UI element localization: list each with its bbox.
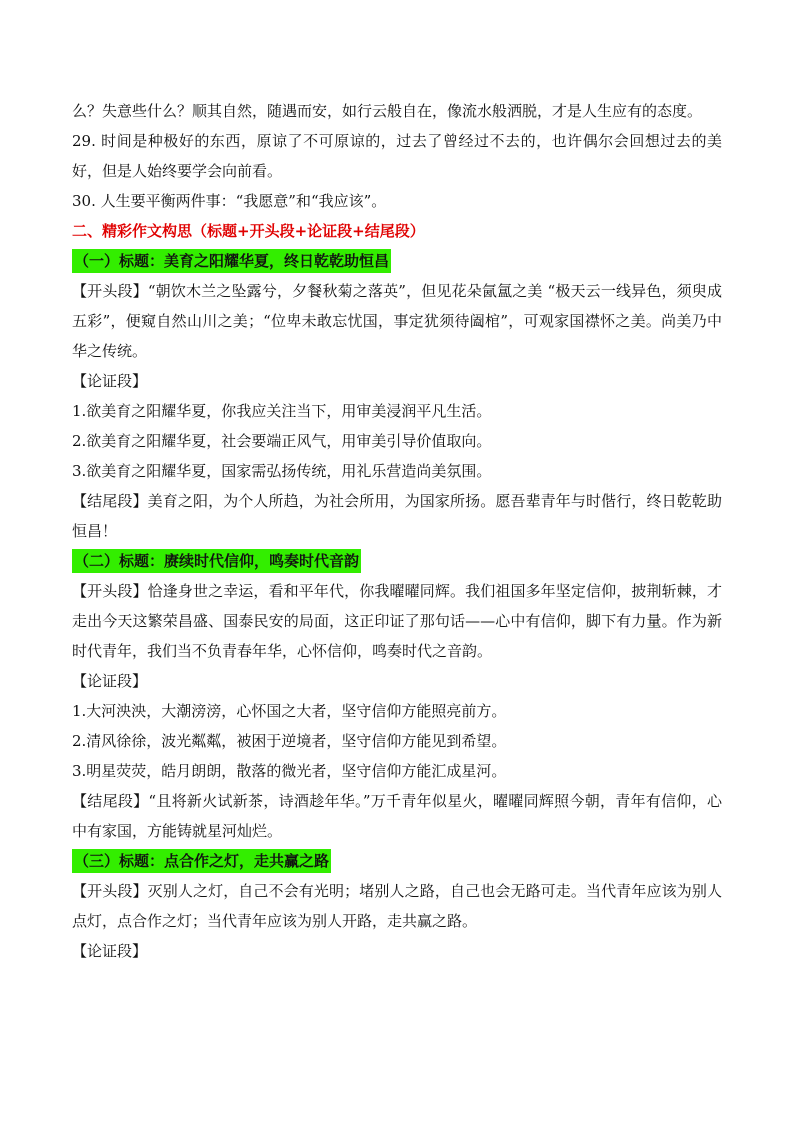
- argument-point: 1.大河泱泱，大潮滂滂，心怀国之大者，坚守信仰方能照亮前方。: [72, 702, 507, 720]
- intro-line: 么？失意些什么？顺其自然，随遇而安，如行云般自在，像流水般洒脱，才是人生应有的态度。: [72, 102, 703, 120]
- opening-paragraph-3: 【开头段】灭别人之灯，自己不会有光明；堵别人之路，自己也会无路可走。当代青年应该为别人点灯，点合作之灯；当代青年应该为别人开路，走共赢之路。: [72, 882, 722, 930]
- argument-point: 1.欲美育之阳耀华夏，你我应关注当下，用审美浸润平凡生活。: [72, 402, 492, 420]
- block-title-2: [72, 546, 722, 576]
- highlighted-title: （三）标题：点合作之灯，走共赢之路: [72, 849, 331, 873]
- argument-label-3: 【论证段】: [72, 942, 148, 960]
- list-item-30: 30. 人生要平衡两件事：“我愿意”和“我应该”。: [72, 192, 387, 210]
- argument-point: 3.明星荧荧，皓月朗朗，散落的微光者，坚守信仰方能汇成星河。: [72, 762, 507, 780]
- highlighted-title: （二）标题：赓续时代信仰，鸣奏时代音韵: [72, 549, 361, 573]
- closing-paragraph-1: 【结尾段】美育之阳，为个人所趋，为社会所用，为国家所扬。愿吾辈青年与时偕行，终日乾乾助恒昌！: [72, 492, 722, 540]
- argument-label-2: 【论证段】: [72, 672, 148, 690]
- highlighted-title: （一）标题：美育之阳耀华夏，终日乾乾助恒昌: [72, 249, 391, 273]
- block-title-1: [72, 246, 722, 276]
- opening-paragraph-2: 【开头段】恰逢身世之幸运，看和平年代，你我曜曜同辉。我们祖国多年坚定信仰，披荆斩棘，才走出今天这繁荣昌盛、国泰民安的局面，这正印证了那句话——心中有信仰，脚下有力量。作为新时代青年，我们当不负青春年华，心怀信仰，鸣奏时代之音韵。: [72, 582, 722, 660]
- argument-point: 3.欲美育之阳耀华夏，国家需弘扬传统，用礼乐营造尚美氛围。: [72, 462, 492, 480]
- document-body: [72, 96, 722, 966]
- list-item-29: 29. 时间是种极好的东西，原谅了不可原谅的，过去了曾经过不去的，也许偶尔会回想过去的美好，但是人始终要学会向前看。: [72, 132, 722, 180]
- argument-point: 2.欲美育之阳耀华夏，社会要端正风气，用审美引导价值取向。: [72, 432, 492, 450]
- opening-paragraph-1: 【开头段】“朝饮木兰之坠露兮，夕餐秋菊之落英”，但见花朵氤氲之美 “极天云一线异色，须臾成五彩”，便窥自然山川之美；“位卑未敢忘忧国，事定犹须待阖棺”，可观家国襟怀之美。尚美乃中华之传统。: [72, 282, 722, 360]
- argument-point: 2.清风徐徐，波光粼粼，被困于逆境者，坚守信仰方能见到希望。: [72, 732, 507, 750]
- section-heading: 二、精彩作文构思（标题+开头段+论证段+结尾段）: [72, 222, 425, 240]
- block-title-3: [72, 846, 722, 876]
- argument-label-1: 【论证段】: [72, 372, 148, 390]
- closing-paragraph-2: 【结尾段】“且将新火试新茶，诗酒趁年华。”万千青年似星火，曜曜同辉照今朝，青年有信仰，心中有家国，方能铸就星河灿烂。: [72, 792, 722, 840]
